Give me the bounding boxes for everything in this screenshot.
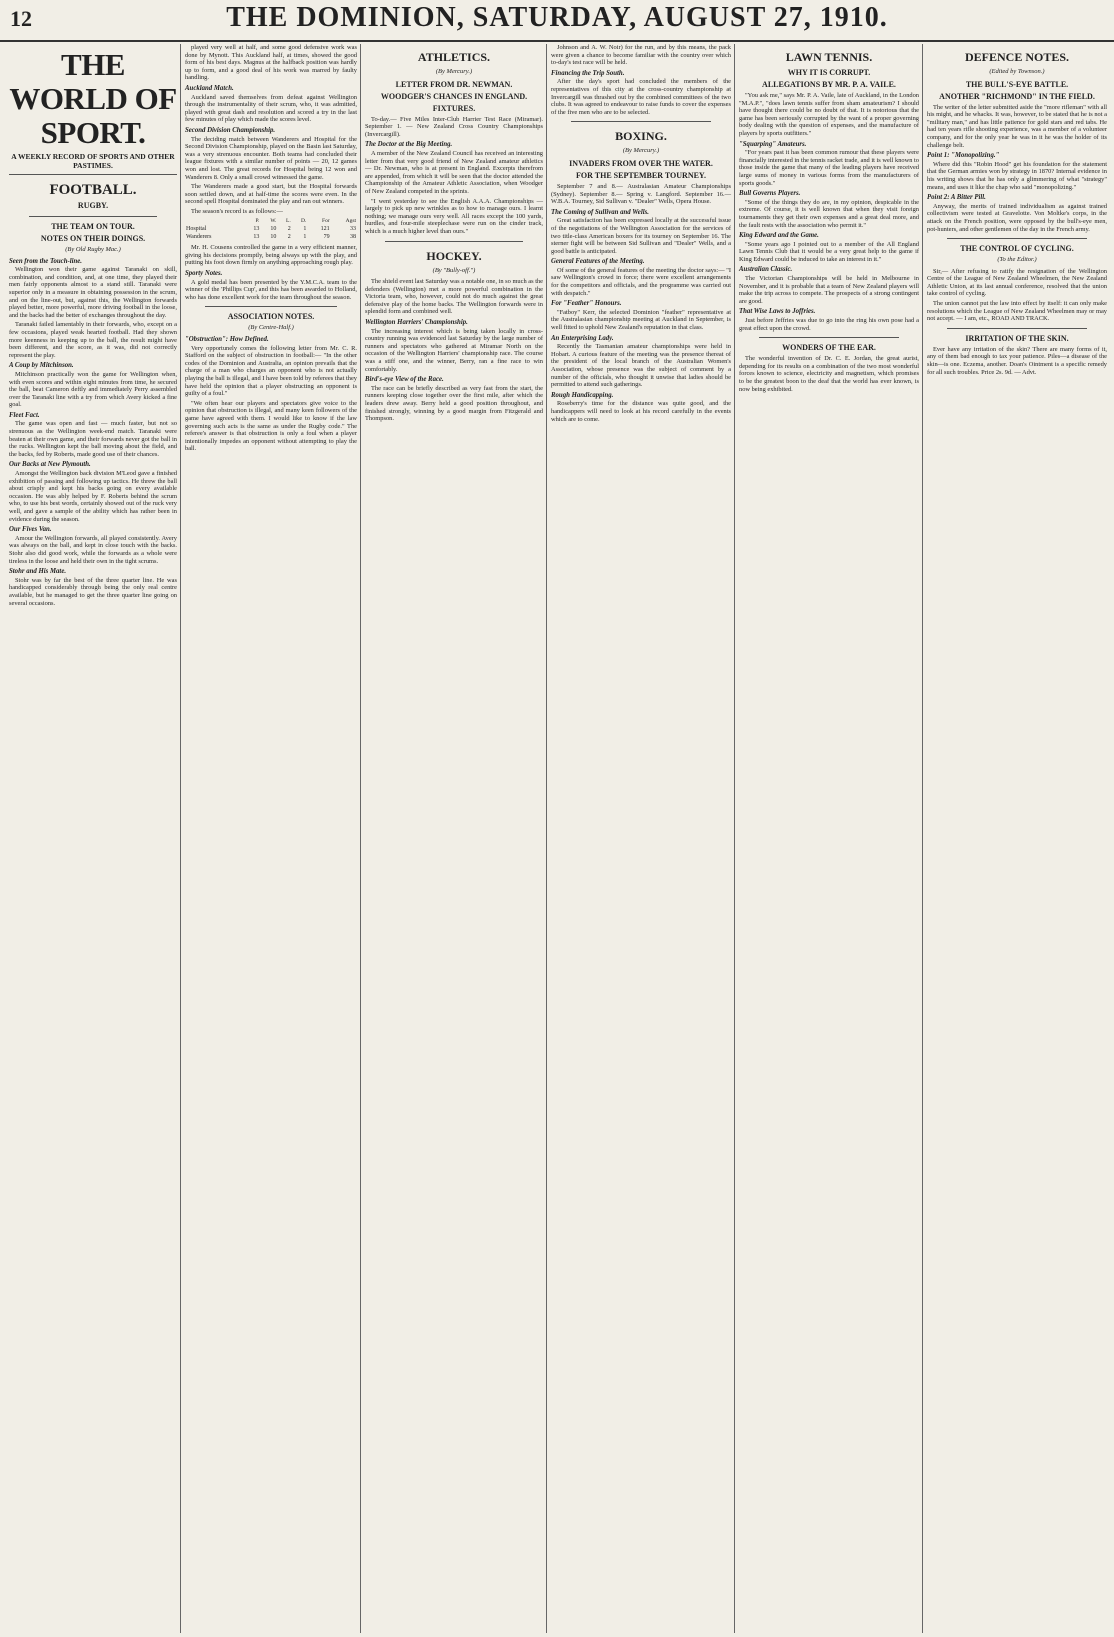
subheading: Australian Classic. [739, 266, 793, 274]
table-cell: 121 [320, 226, 330, 233]
subheading: Second Division Championship. [185, 126, 276, 134]
paragraph: Roseberry's time for the distance was quite good, and the handicappers will need to look at his record carefully in the events which are to come. [551, 400, 731, 423]
paragraph: Sir,— After refusing to ratify the resignation of the Wellington Centre of the League of New Zealand Wheelmen, the New Zealand Athletic Union, at its last annual conference, resolved that the union take control of cycling. [927, 267, 1107, 298]
divider [947, 238, 1087, 239]
table-caption: The season's record is as follows:— [191, 207, 283, 215]
table-cell: 10 [270, 226, 277, 233]
divider [947, 328, 1087, 329]
subheading: Point 1: "Monopolizing." [927, 152, 1000, 160]
paragraph: "You ask me," says Mr. P. A. Vaile, late of Auckland, in the London "M.A.P.", "does lawn tennis suffer from sham amateurism? I should have thought there could be no doubt of that. It is notorious that the game has been seriously corrupted by the want of a proper governing body dealing with the question of expenses, and the manufacture of players by sports outfitters." [739, 92, 919, 137]
divider [29, 216, 157, 217]
paragraph: Taranaki failed lamentably in their forwards, who, except on a few occasions, played weak hearted football. Had they shown more keenness in keeping up to the ball, the result might have been different, and the score, as it was, did not correctly represent the play. [9, 321, 177, 359]
paragraph: The union cannot put the law into effect by itself: it can only make resolutions which the League of New Zealand Wheelmen may or may not accept. — I am, etc., ROAD AND TRACK. [927, 300, 1107, 323]
article-headline: INVADERS FROM OVER THE WATER. [569, 158, 713, 168]
article-headline: LETTER FROM DR. NEWMAN. [395, 79, 513, 89]
column-6 [924, 44, 1110, 1633]
team-name: Wanderers [186, 233, 212, 240]
paragraph: Great satisfaction has been expressed locally at the successful issue of the negotiations of the Wellington Association for the services of two title-class American boxers for its tourney on September 16. The sterner fight will be between Sid Sullivan and "Dealer" Wells, and a good battle is anticipated. [551, 217, 731, 255]
association-heading: ASSOCIATION NOTES. [227, 312, 315, 322]
byline: (By Centre-Half.) [248, 324, 294, 332]
subheading: King Edward and the Game. [739, 232, 819, 240]
article-subheadline: ALLEGATIONS BY MR. P. A. VAILE. [762, 80, 896, 89]
paragraph: Wellington won their game against Taranaki on skill, combination, and condition, and, at one time, they played their men fairly opponents almost to a stand still. Taranaki were superior only in a measure in obtaining possession in the scrum, and on the line-out, but, against this, the Wellington forwards played better, more powerful, more driving football in the loose, and the backs had the better of exchanges throughout the day. [9, 266, 177, 319]
fixtures-list: September 7 and 8.— Australasian Amateur Championships (Sydney). September 8.— Spring v. Langford. September 16.— W.B.A. Tourney, Sid Sullivan v. "Dealer" Wells, Opera House. [551, 182, 731, 206]
byline: (By "Bully-off.") [432, 266, 476, 274]
lawn-tennis-heading: LAWN TENNIS. [785, 50, 873, 64]
paragraph: The wonderful invention of Dr. C. E. Jordan, the great aurist, depending for its results on a combination of the two most wonderful forces known to science, electricity and magnetism, which promises to be the greatest boon to the deaf that the world has ever known, is now being exhibited. [739, 355, 919, 393]
subheading: The Coming of Sullivan and Wells. [551, 208, 649, 216]
paragraph: The increasing interest which is being taken locally in cross-country running was evidenced last Saturday by the large number of runners and spectators who gathered at Miramar North on the occasion of the Wellington Harriers' championship race. The course was a stiff one, and the winner, Berry, ran a fine race to win comfortably. [365, 327, 543, 373]
paragraph: Auckland saved themselves from defeat against Wellington through the instrumentality of their scrum, who, it was admitted, played with great dash and resolution and scored a try in the last few minutes of play which made the scores level. [185, 93, 357, 124]
paragraph: A gold medal has been presented by the Y.M.C.A. team to the winner of the 'Phillips Cup', and this has been awarded to Holland, who has done excellent work for the team throughout the season. [185, 278, 357, 301]
article-subheadline: NOTES ON THEIR DOINGS. [40, 234, 146, 243]
subheading: Our Backs at New Plymouth. [9, 461, 91, 469]
table-header [185, 218, 243, 226]
subheading: Point 2: A Bitter Pill. [927, 194, 986, 202]
article-subheadline: ANOTHER "RICHMOND" IN THE FIELD. [939, 91, 1095, 101]
table-header: L. [285, 218, 291, 225]
athletics-heading: ATHLETICS. [417, 50, 491, 64]
paragraph: "For years past it has been common rumour that these players were financially interested in the tennis racket trade, and it is well known to those inside the game that many of the leading players have received large sums of money in various forms from the manufacturers of sports goods." [739, 149, 919, 187]
table-cell: 13 [253, 226, 260, 233]
divider [385, 241, 523, 242]
subheading: A Coup by Mitchinson. [9, 362, 74, 370]
cycling-heading: THE CONTROL OF CYCLING. [960, 244, 1074, 254]
paragraph: The race can be briefly described as very fast from the start, the runners keeping close together over the first mile, after which the leaders drew away. Berry held a good position throughout, and finished strongly, winning by a good margin from Fitzgerald and Thompson. [365, 384, 543, 423]
subheading: Fleet Fact. [9, 411, 40, 419]
byline: (Edited by Townson.) [989, 68, 1045, 75]
article-subheadline: WOODGER'S CHANCES IN ENGLAND. [380, 91, 528, 101]
advertisement: Ever have any irritation of the skin? There are many forms of it, any of them bad enough to tax your patience. Piles—a disease of the skin—is one. Eczema, another. Doan's Ointment is a specific remedy for all such troubles. Price 2s. 9d. — Advt. [927, 345, 1107, 376]
paragraph: The Victorian Championships will be held in Melbourne in November, and it is probable that a team of New Zealand players will make the trip across to compete. The prospects of a strong contingent are good. [739, 275, 919, 305]
subheading: Seen from the Touch-line. [9, 257, 83, 265]
table-header: Agst [345, 218, 356, 225]
subheading: That Wise Laws to Joffries. [739, 308, 816, 316]
fixtures-heading: FIXTURES. [432, 103, 476, 113]
subheading: Sporty Notes. [185, 270, 223, 278]
column-rule [546, 44, 547, 1633]
paragraph: Stohr was by far the best of the three quarter line. He was handicapped considerably through being the only real centre available, but he managed to get the three quarter line going on several occasions. [9, 576, 177, 607]
subheading: Bull Governs Players. [739, 190, 801, 198]
rugby-heading: RUGBY. [77, 201, 109, 210]
paragraph: The writer of the letter submitted aside the "more rifleman" with all his might, and he whacks. It was, however, to be stated that he is not a "military man," and has little patience for gold stars and red tabs. He had ten years rifle shooting experience, was a member of a volunteer company, and for the only year he was in it he was the holder of its challenge belt. [927, 103, 1107, 149]
table-cell: 33 [350, 226, 356, 233]
table-row [185, 226, 357, 234]
wonders-heading: WONDERS OF THE EAR. [782, 343, 876, 353]
page-number: 12 [10, 6, 32, 31]
boxing-heading: BOXING. [615, 129, 667, 144]
paragraph: Amour the Wellington forwards, all played consistently. Avery was always on the ball, and kept in close touch with the backs. Stohr also did good work, while the forwards as a whole were tireless in the loose and held their own in the tight scrums. [9, 534, 177, 565]
paragraph: The shield event last Saturday was a notable one, in so much as the defenders (Wellington) met a more powerful combination in the Victoria team, who, however, could not do much against the great defensive play of the home backs. The Wellington forwards were in splendid form and combined well. [365, 278, 543, 316]
column-2 [182, 44, 360, 1633]
football-heading: FOOTBALL. [49, 182, 137, 198]
paragraph: Amongst the Wellington back division M'Leod gave a finished exhibition of passing and following up tactics. He threw the ball about crisply and kept his backs going on every available occasion. He was ably helped by F. Roberts behind the scrum who, to use his best words, certainly showed out of the ruck very well, and gave a sample of the ability which has rather been in evidence during the season. [9, 470, 177, 523]
subheading: Our Fives Van. [9, 526, 52, 534]
table-row [185, 234, 357, 242]
subheading: Financing the Trip South. [551, 69, 625, 77]
table-cell: 2 [287, 233, 291, 240]
byline: (By Old Rugby Mac.) [65, 246, 121, 253]
divider [759, 337, 899, 338]
banner-subtitle: A WEEKLY RECORD OF SPORTS AND OTHER PASTIMES. [9, 152, 177, 175]
paragraph: "We often hear our players and spectators give voice to the opinion that obstruction is illegal, and many keen followers of the game have agreed with them. I would like to know if the law governing such acts is the same as under the Rugby code." The referee's answer is that obstruction is only a foul when a player intentionally impedes an opponent without attempting to play the ball. [185, 399, 357, 453]
team-name: Hospital [186, 226, 207, 233]
table-cell: 38 [350, 233, 356, 240]
fixtures-list: To-day.— Five Miles Inter-Club Harrier Test Race (Miramar). September 1. — New Zealand Cross Country Championships (Invercargill). [365, 115, 543, 138]
masthead [0, 0, 1114, 42]
newspaper-title: THE DOMINION, SATURDAY, AUGUST 27, 1910. [226, 2, 888, 33]
divider [205, 306, 337, 307]
divider [571, 121, 711, 122]
column-rule [922, 44, 923, 1633]
article-headline: THE TEAM ON TOUR. [51, 222, 135, 231]
paragraph: Mitchinson practically won the game for Wellington when, with even scores and within eight minutes from time, he secured the ball, beat Cameron deftly and immediately Perry assembled over the Taranaki line with a try from which Avery kicked a fine goal. [9, 370, 177, 409]
table-header: D. [300, 218, 307, 225]
section-banner: THE WORLD OF SPORT. [9, 47, 177, 150]
column-4 [548, 44, 734, 1633]
table-cell: 79 [323, 233, 330, 240]
paragraph: The deciding match between Wanderers and Hospital for the Second Division Championship, played on the Basin last Saturday, was a very strenuous encounter. Both teams had concluded their league fixtures with a similar number of points — 20, 12 games won and lost. The great records for Hospital being 12 won and Wanderers 8. Only a small crowd witnessed the game. [185, 135, 357, 181]
paragraph: The Wanderers made a good start, but the Hospital forwards soon settled down, and at half-time the scores were even. In the second spell Hospital dominated the play and ran out winners. [185, 183, 357, 206]
paragraph: The game was open and fast — much faster, but not so strenuous as the Wellington week-end match. Taranaki were beaten at their own game, and their forwards never got the ball in the rucks. Wellington kept the ball moving about the field, and the backs, fed by Roberts, made good use of their chances. [9, 420, 177, 458]
column-3 [362, 44, 546, 1633]
letter-address: (To the Editor.) [997, 256, 1037, 264]
article-headline: THE BULL'S-EYE BATTLE. [965, 79, 1069, 89]
table-header: For [322, 218, 330, 225]
paragraph: A member of the New Zealand Council has received an interesting letter from that very good friend of New Zealand amateur athletics — Dr. Newman, who is at present in England. Excerpts therefrom are appended, from which it will be seen that the doctor attended the Championship of the Amateur Athletic Association, when Woodger of New Zealand competed in the sprints. [365, 149, 543, 195]
subheading: Auckland Match. [185, 84, 234, 92]
table-cell: 1 [303, 226, 307, 233]
paragraph: "Some of the things they do are, in my opinion, despicable in the extreme. Of course, it is well known that when they visit foreign tournaments they get their own expenses and a great deal more, and the fault rests with the association who permit it." [739, 198, 919, 229]
paragraph: Just before Jeffries was due to go into the ring his own pose had a great effect upon the crowd. [739, 317, 919, 332]
byline: (By Mercury.) [622, 147, 660, 155]
subheading: Stohr and His Mate. [9, 568, 67, 576]
paragraph: "I went yesterday to see the English A.A.A. Championships — largely to pick up new wrinkles as to how to manage ours. I learnt nothing; we manage ours very well. All races except the 100 yards, hurdles, and four-mile steeplechase were run on the cinder track, which is a much higher level than ours." [365, 197, 543, 235]
column-rule [180, 44, 181, 1633]
subheading: Wellington Harriers' Championship. [365, 319, 468, 327]
subheading: For "Feather" Honours. [551, 300, 622, 308]
paragraph: Johnson and A. W. Noir) for the run, and by this means, the pack were given a chance to become familiar with the country over which to-day's test race will be held. [551, 44, 731, 67]
paragraph: Recently the Tasmanian amateur championships were held in Hobart. A curious feature of the meeting was the presence thereat of the president of the local branch of the Australian Women's Association, whose presence was the subject of comment by a number of the officials, who thought it unwise that ladies should be permitted to attend such gatherings. [551, 343, 731, 389]
paragraph: "Fatboy" Kerr, the selected Dominion "feather" representative at the Australasian championship meeting at Auckland in September, is well fitted to uphold New Zealand's reputation in that class. [551, 308, 731, 332]
paragraph: "Some years ago I pointed out to a member of the All England Lawn Tennis Club that it would be a very great help to the game if King Edward could be induced to take an interest in it." [739, 240, 919, 263]
paragraph: Anyway, the merits of trained individualism as against trained collectivism were tested at Gravelotte. Von Moltke's corps, in the attack on the French position, were opposed by the bull's-eye men, pot-hunters, and other gentlemen of the day in the French army. [927, 202, 1107, 233]
table-header: P. [255, 218, 260, 225]
table-cell: 10 [270, 233, 277, 240]
paragraph: Where did this "Robin Hood" get his foundation for the statement that the German armies won by strategy in 1870? Internal evidence in his writing shows that he has only a glimmering of what "strategy" means, and uses it like the chap who said "monopolizing." [927, 160, 1107, 191]
league-table [185, 218, 357, 241]
subheading: Rough Handicapping. [551, 391, 614, 399]
irritation-heading: IRRITATION OF THE SKIN. [965, 333, 1069, 343]
paragraph: After the day's sport had concluded the members of the representatives of this city at the cross-country championship at Invercargill was thrashed out by the combined committees of the two clubs. It was agreed to endeavour to raise funds to cover the expenses of the five men who are to be selected. [551, 78, 731, 116]
paragraph: played very well at half, and some good defensive work was done by Mynott. This Auckland half, at times, showed the good form of his best days. Magnus at the halfback position was hardly up to form, and a good deal of his work was marred by faulty handling. [185, 44, 357, 82]
table-cell: 13 [253, 233, 260, 240]
subheading: An Enterprising Lady. [551, 334, 614, 342]
column-5 [736, 44, 922, 1633]
paragraph: Very opportunely comes the following letter from Mr. C. R. Stafford on the subject of obstruction in football:— "In the other codes of the Dominion and Australia, an opinion prevails that the charge of a man who charges an opponent who is not actually playing the ball is illegal, and I have been told by referees that they have held the opinion that a player obstructing an opponent is guilty of a foul." [185, 344, 357, 398]
table-header-row [185, 218, 357, 226]
byline: (By Mercury.) [435, 68, 473, 75]
paragraph: Of some of the general features of the meeting the doctor says:— "I saw Wellington's crowd in force; there were excellent arrangements for the competitors and officials, and the programme was carried out with despatch." [551, 266, 731, 297]
column-rule [734, 44, 735, 1633]
hockey-heading: HOCKEY. [426, 248, 482, 263]
subheading: "Squarping" Amateurs. [739, 140, 807, 148]
subheading: General Features of the Meeting. [551, 258, 645, 266]
article-subheadline: FOR THE SEPTEMBER TOURNEY. [576, 170, 706, 180]
subheading: The Doctor at the Big Meeting. [365, 141, 453, 149]
table-cell: 1 [303, 233, 307, 240]
column-rule [360, 44, 361, 1633]
table-cell: 2 [287, 226, 291, 233]
subheading: Bird's-eye View of the Race. [365, 376, 444, 384]
table-header: W. [270, 218, 277, 225]
column-1 [6, 44, 180, 1633]
paragraph: Mr. H. Cousens controlled the game in a very efficient manner, giving his decisions promptly, being always up with the play, and putting his foot down firmly on anything approaching rough play. [185, 244, 357, 267]
subheading: "Obstruction": How Defined. [185, 336, 269, 343]
article-headline: WHY IT IS CORRUPT. [787, 68, 871, 77]
defence-heading: DEFENCE NOTES. [964, 50, 1070, 64]
